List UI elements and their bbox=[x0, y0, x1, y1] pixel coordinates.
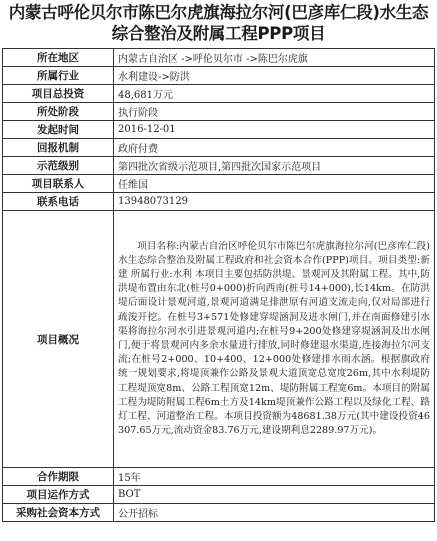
stage-label: 所处阶段 bbox=[3, 103, 114, 121]
row-contact-person bbox=[3, 175, 435, 193]
row-procurement-method bbox=[3, 504, 435, 522]
contact-person-label: 项目联系人 bbox=[3, 175, 114, 193]
demo-level-value: 第四批次省级示范项目,第四批次国家示范项目 bbox=[114, 157, 435, 175]
row-industry bbox=[3, 67, 435, 85]
stage-value: 执行阶段 bbox=[114, 103, 435, 121]
row-return-mechanism bbox=[3, 139, 435, 157]
industry-label: 所属行业 bbox=[3, 67, 114, 85]
industry-value: 水利建设->防洪 bbox=[114, 67, 435, 85]
return-mechanism-value: 政府付费 bbox=[114, 139, 435, 157]
contact-person-value: 任维国 bbox=[114, 175, 435, 193]
operation-mode-value: BOT bbox=[114, 486, 435, 504]
project-info-table bbox=[2, 48, 435, 522]
row-stage bbox=[3, 103, 435, 121]
project-overview-text: 项目名称:内蒙古自治区呼伦贝尔市陈巴尔虎旗海拉尔河(巴彦库仁段)水生态综合整治及附属工程政府和社会资本合作(PPP)项目。项目类型:新建 所属行业:水利 本项目主要包括防洪堤、景观河及其附属工程。其中,防洪堤布置由东北(桩号0+000)折向西南(桩号14+000),长14km。在防洪堤后面设计景观河道,景观河道满足排泄原有河道支流走向,仅对局部进行疏浚开挖。在桩号3+571处修建穿堤涵洞及进水闸门,并在南面修建引水渠将海拉尔河水引进景观河道内;在桩号9+200处修建穿堤涵洞及出水闸门,便于将景观河内多余水量进行排放,同时修建退水渠道,连接海拉尔河支流;在桩号2+000、10+400、12+000处修建排水雨水涵。根据旗政府统一规划要求,将堤顶兼作公路及景观大道顶宽总宽度26m,其中水利堤防工程堤顶宽8m、公路工程顶宽12m、堤防附属工程宽6m。本项目的附属工程为堤防附属工程6m土方及14km堤顶兼作公路工程以及绿化工程、路灯工程、河道整治工程。本项目投资额为48681.38万元(其中建设投资46307.65万元,流动资金83.76万元,建设期利息2289.97万元)。 bbox=[114, 211, 435, 468]
region-label: 所在地区 bbox=[3, 49, 114, 67]
contact-phone-value: 13948073129 bbox=[114, 193, 435, 211]
region-value: 内蒙古自治区 ->呼伦贝尔市 ->陈巴尔虎旗 bbox=[114, 49, 435, 67]
demo-level-label: 示范级别 bbox=[3, 157, 114, 175]
project-overview-label: 项目概况 bbox=[3, 211, 114, 468]
return-mechanism-label: 回报机制 bbox=[3, 139, 114, 157]
row-demo-level bbox=[3, 157, 435, 175]
operation-mode-label: 项目运作方式 bbox=[3, 486, 114, 504]
row-cooperation-term bbox=[3, 468, 435, 486]
row-total-investment bbox=[3, 85, 435, 103]
row-start-date bbox=[3, 121, 435, 139]
row-contact-phone bbox=[3, 193, 435, 211]
cooperation-term-value: 15年 bbox=[114, 468, 435, 486]
procurement-method-label: 采购社会资本方式 bbox=[3, 504, 114, 522]
row-project-overview bbox=[3, 211, 435, 468]
start-date-value: 2016-12-01 bbox=[114, 121, 435, 139]
total-investment-value: 48,681万元 bbox=[114, 85, 435, 103]
row-operation-mode bbox=[3, 486, 435, 504]
page-title: 内蒙古呼伦贝尔市陈巴尔虎旗海拉尔河(巴彦库仁段)水生态综合整治及附属工程PPP项目 bbox=[8, 3, 429, 43]
row-region bbox=[3, 49, 435, 67]
start-date-label: 发起时间 bbox=[3, 121, 114, 139]
cooperation-term-label: 合作期限 bbox=[3, 468, 114, 486]
total-investment-label: 项目总投资 bbox=[3, 85, 114, 103]
procurement-method-value: 公开招标 bbox=[114, 504, 435, 522]
contact-phone-label: 联系电话 bbox=[3, 193, 114, 211]
